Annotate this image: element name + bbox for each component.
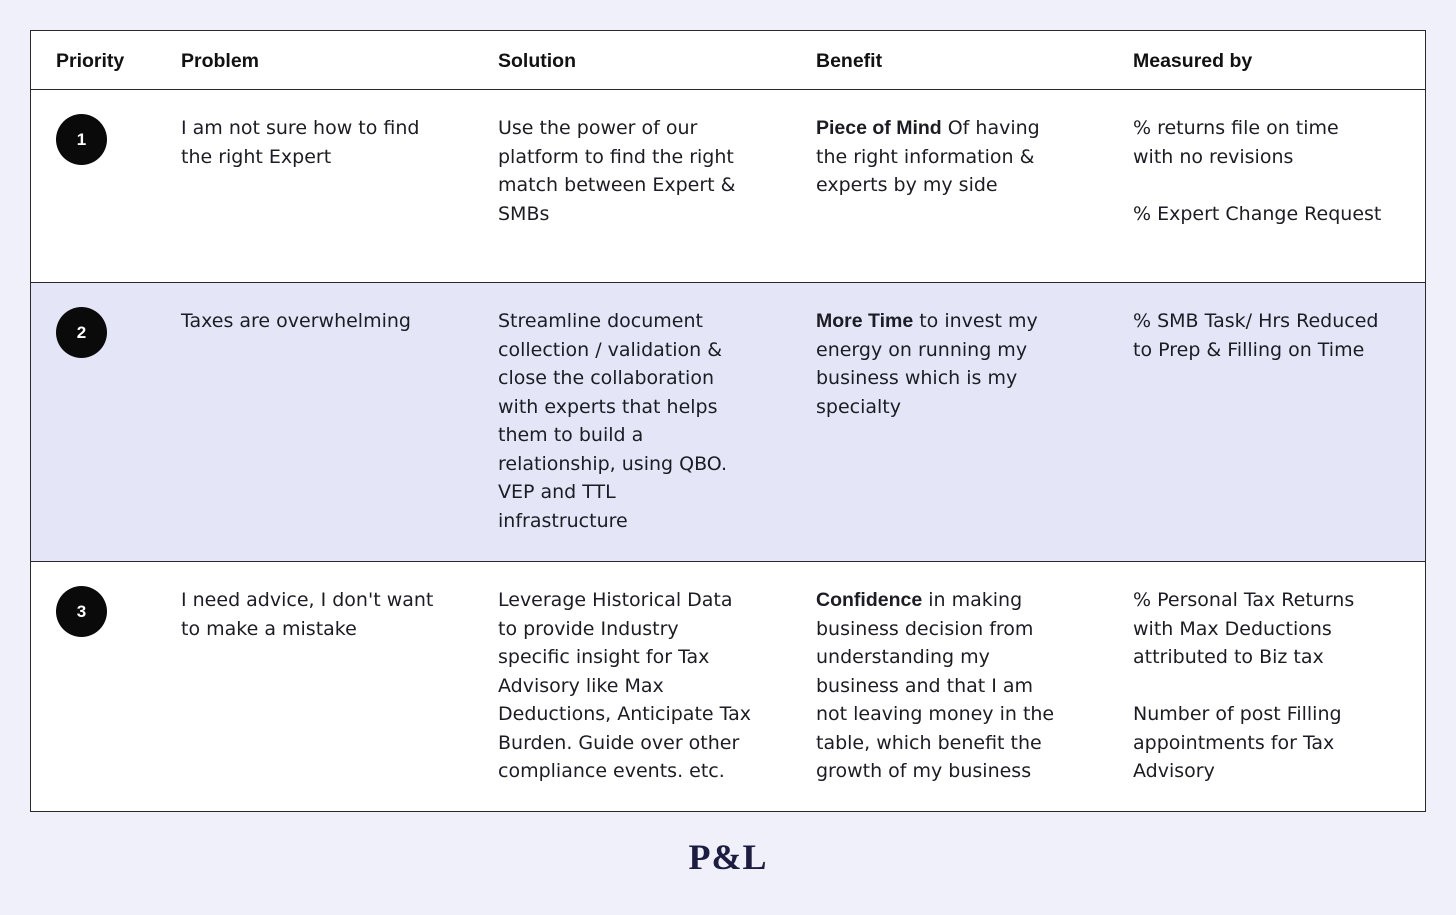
header-benefit: Benefit bbox=[816, 50, 883, 72]
benefit-text: to invest my energy on running my business which is my specialty bbox=[816, 310, 1038, 418]
benefit-text: in making business decision from understanding my business and that I am not leaving money in the table, which benefit the growth of my business bbox=[816, 589, 1055, 782]
problem-cell: Taxes are overwhelming bbox=[181, 310, 411, 332]
problem-cell: I need advice, I don't want to make a mistake bbox=[181, 589, 434, 640]
solution-cell: Use the power of our platform to find the right match between Expert & SMBs bbox=[498, 117, 736, 225]
benefit-cell bbox=[816, 307, 1116, 421]
priority-table bbox=[30, 30, 1426, 812]
table-header-row bbox=[31, 31, 1425, 90]
priority-badge: 3 bbox=[56, 586, 107, 637]
solution-cell: Leverage Historical Data to provide Industry specific insight for Tax Advisory like Max Deductions, Anticipate Tax Burden. Guide over other compliance events. etc. bbox=[498, 589, 751, 782]
benefit-cell bbox=[816, 586, 1116, 786]
benefit-cell bbox=[816, 114, 1116, 200]
header-solution: Solution bbox=[498, 50, 576, 72]
solution-cell: Streamline document collection / validation & close the collaboration with experts that helps them to build a relationship, using QBO. VEP and TTL infrastructure bbox=[498, 310, 728, 532]
benefit-text: Of having the right information & experts by my side bbox=[816, 117, 1040, 196]
measured-by-cell: % SMB Task/ Hrs Reduced to Prep & Filling on Time bbox=[1133, 310, 1379, 361]
header-problem: Problem bbox=[181, 50, 260, 72]
benefit-title: Confidence bbox=[816, 589, 923, 611]
problem-cell: I am not sure how to find the right Expert bbox=[181, 117, 420, 168]
benefit-title: More Time bbox=[816, 310, 914, 332]
header-measured-by: Measured by bbox=[1133, 50, 1253, 72]
measured-by-cell: % Personal Tax Returns with Max Deductions attributed to Biz tax Number of post Filling appointments for Tax Advisory bbox=[1133, 589, 1355, 782]
brand-logo: P&L bbox=[688, 837, 768, 877]
table-row bbox=[31, 90, 1425, 283]
priority-badge: 2 bbox=[56, 307, 107, 358]
benefit-title: Piece of Mind bbox=[816, 117, 942, 139]
measured-by-cell: % returns file on time with no revisions % Expert Change Request bbox=[1133, 117, 1382, 225]
table-row bbox=[31, 562, 1425, 812]
priority-badge: 1 bbox=[56, 114, 107, 165]
header-priority: Priority bbox=[56, 50, 125, 72]
table-row bbox=[31, 283, 1425, 562]
